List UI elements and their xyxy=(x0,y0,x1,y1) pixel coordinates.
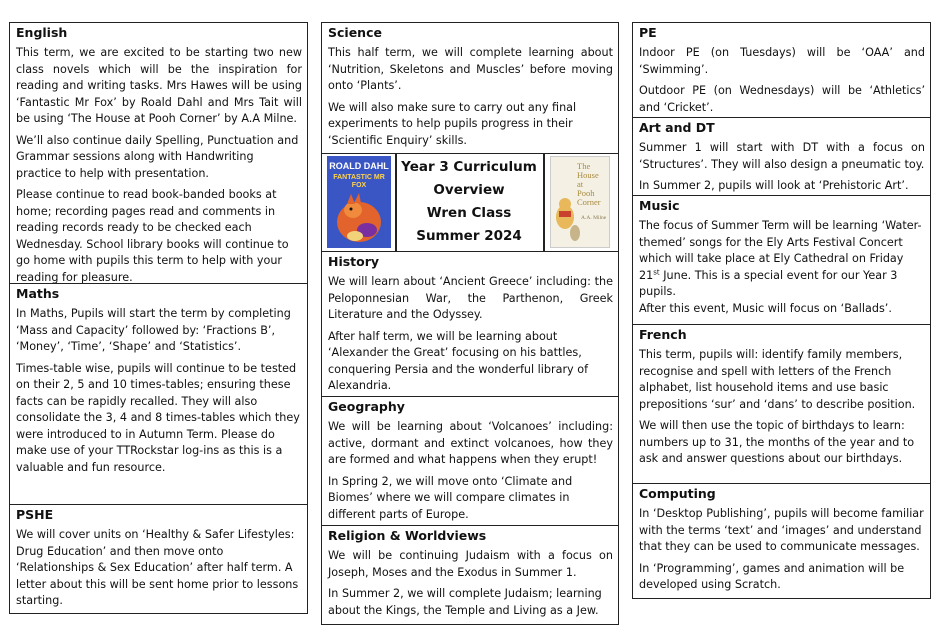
english-para-3: Please continue to read book-banded books at home; recording pages read and comments in reading records ready to be checked each Wednesday. School library books will continue to go home with pupils this term to help with your reading for pleasure. xyxy=(16,188,289,284)
book-right-title-1: The xyxy=(577,161,591,171)
book-right-title-5: Corner xyxy=(577,197,601,207)
title-panel xyxy=(321,153,619,252)
english-heading: English xyxy=(16,25,68,40)
art-heading: Art and DT xyxy=(639,120,715,135)
art-panel xyxy=(632,117,931,196)
pe-panel xyxy=(632,22,931,118)
geography-panel xyxy=(321,396,619,526)
maths-panel xyxy=(9,283,308,505)
french-para-1: This term, pupils will: identify family members, recognise and spell with letters of the French alphabet, list household items and use basic prepositions ‘sur’ and ‘dans’ to describe position. xyxy=(639,348,916,411)
history-para-1: We will learn about ‘Ancient Greece’ including: the Peloponnesian War, the Parthenon, Greek Literature and the Odyssey. xyxy=(328,275,613,321)
title-divider-left xyxy=(395,154,397,252)
book-left-author: ROALD DAHL xyxy=(329,161,389,171)
pooh-illustration xyxy=(553,195,583,245)
book-right-title-2: House xyxy=(577,170,599,180)
fantastic-mr-fox-cover xyxy=(327,156,391,248)
maths-para-2: Times-table wise, pupils will continue to be tested on their 2, 5 and 10 times-tables; ensuring these facts can be rapidly recalled. They will also consolidate the 3, 4 and 8 times-tables which they were introduced to in Autumn Term. Please do make use of your TTRockstar log-ins as this is a valuable and fun resource. xyxy=(16,361,300,474)
book-left-title: FANTASTIC MR FOX xyxy=(333,174,385,189)
pshe-para-1: We will cover units on ‘Healthy & Safer Lifestyles: Drug Education’ and then move onto ‘Relationships & Sex Education’ after half term. A letter about this will be sent home prior to lessons starting. xyxy=(16,528,299,607)
religion-para-2: In Summer 2, we will complete Judaism; learning about the Kings, the Temple and Living as a Jew. xyxy=(328,587,602,617)
english-para-2: We’ll also continue daily Spelling, Punctuation and Grammar sessions along with Handwriting practice to help with presentation. xyxy=(16,133,299,180)
pe-heading: PE xyxy=(639,25,657,40)
science-para-2: We will also make sure to carry out any final experiments to help pupils progress in their ‘Scientific Enquiry’ skills. xyxy=(328,100,577,147)
religion-para-1: We will be continuing Judaism with a focus on Joseph, Moses and the Exodus in Summer 1. xyxy=(328,549,613,579)
art-para-1: Summer 1 will start with DT with a focus on ‘Structures’. They will also design a pneumatic toy. xyxy=(639,141,925,171)
religion-heading: Religion & Worldviews xyxy=(328,528,487,543)
title-line-3: Wren Class xyxy=(426,205,512,221)
computing-panel xyxy=(632,483,931,599)
house-at-pooh-corner-cover xyxy=(550,156,610,248)
history-panel xyxy=(321,251,619,397)
pshe-panel xyxy=(9,504,308,614)
music-heading: Music xyxy=(639,198,680,213)
title-block xyxy=(398,156,540,248)
title-line-2: Overview xyxy=(433,182,505,198)
music-para-1a: The focus of Summer Term will be learning ‘Water-themed’ songs for the Ely Arts Festival Concert which will take place at Ely Cathedral on Friday 21 xyxy=(639,219,922,282)
pe-para-2: Outdoor PE (on Wednesdays) will be ‘Athletics’ and ‘Cricket’. xyxy=(639,84,925,114)
fox-illustration xyxy=(327,188,391,248)
computing-heading: Computing xyxy=(639,486,716,501)
music-para-1 xyxy=(633,218,930,301)
art-para-2: In Summer 2, pupils will look at ‘Prehistoric Art’. xyxy=(639,179,909,192)
title-divider-right xyxy=(543,154,545,252)
music-para-1b: June. This is a special event for our Year 3 pupils. xyxy=(639,268,898,298)
title-line-4: Summer 2024 xyxy=(416,228,522,244)
music-para-2: After this event, Music will focus on ‘Ballads’. xyxy=(639,301,892,315)
book-right-title-3: at xyxy=(577,179,584,189)
pe-para-1: Indoor PE (on Tuesdays) will be ‘OAA’ and ‘Swimming’. xyxy=(639,46,925,76)
geography-para-1: We will be learning about ‘Volcanoes’ including: active, dormant and extinct volcanoes, how they are formed and what happens when they erupt! xyxy=(328,420,613,466)
computing-para-2: In ‘Programming’, games and animation will be developed using Scratch. xyxy=(639,561,905,591)
music-para-1-sup: st xyxy=(653,267,660,276)
french-heading: French xyxy=(639,327,687,342)
computing-para-1: In ‘Desktop Publishing’, pupils will become familiar with the terms ‘text’ and ‘images’ and understand that they can be used to communicate messages. xyxy=(639,507,924,553)
english-para-1: This term, we are excited to be starting two new class novels which will be the inspiration for reading and writing tasks. Mrs Hawes will be using ‘Fantastic Mr Fox’ by Roald Dahl and Mrs Tait will be using ‘The House at Pooh Corner’ by A.A Milne. xyxy=(16,46,302,125)
music-panel xyxy=(632,195,931,325)
science-panel xyxy=(321,22,619,154)
french-panel xyxy=(632,324,931,484)
english-panel xyxy=(9,22,308,284)
maths-para-1: In Maths, Pupils will start the term by completing ‘Mass and Capacity’ followed by: ‘Fractions B’, ‘Money’, ‘Time’, ‘Shape’ and ‘Statistics’. xyxy=(16,307,291,353)
pshe-heading: PSHE xyxy=(16,507,54,522)
history-para-2: After half term, we will be learning about ‘Alexander the Great’ focusing on his battles, conquering Persia and the wonderful library of Alexandria. xyxy=(328,329,589,392)
geography-heading: Geography xyxy=(328,399,405,414)
french-para-2: We will then use the topic of birthdays to learn: numbers up to 31, the months of the year and to ask and answer questions about our birthdays. xyxy=(639,419,915,465)
science-para-1: This half term, we will complete learning about ‘Nutrition, Skeletons and Muscles’ before moving onto ‘Plants’. xyxy=(328,46,613,92)
religion-panel xyxy=(321,525,619,625)
book-right-author: A.A. Milne xyxy=(581,215,607,221)
title-line-1: Year 3 Curriculum xyxy=(401,159,537,175)
history-heading: History xyxy=(328,254,380,269)
geography-para-2: In Spring 2, we will move onto ‘Climate and Biomes’ where we will compare climates in different parts of Europe. xyxy=(328,474,573,521)
maths-heading: Maths xyxy=(16,286,60,301)
science-heading: Science xyxy=(328,25,382,40)
book-right-title-4: Pooh xyxy=(577,188,595,198)
